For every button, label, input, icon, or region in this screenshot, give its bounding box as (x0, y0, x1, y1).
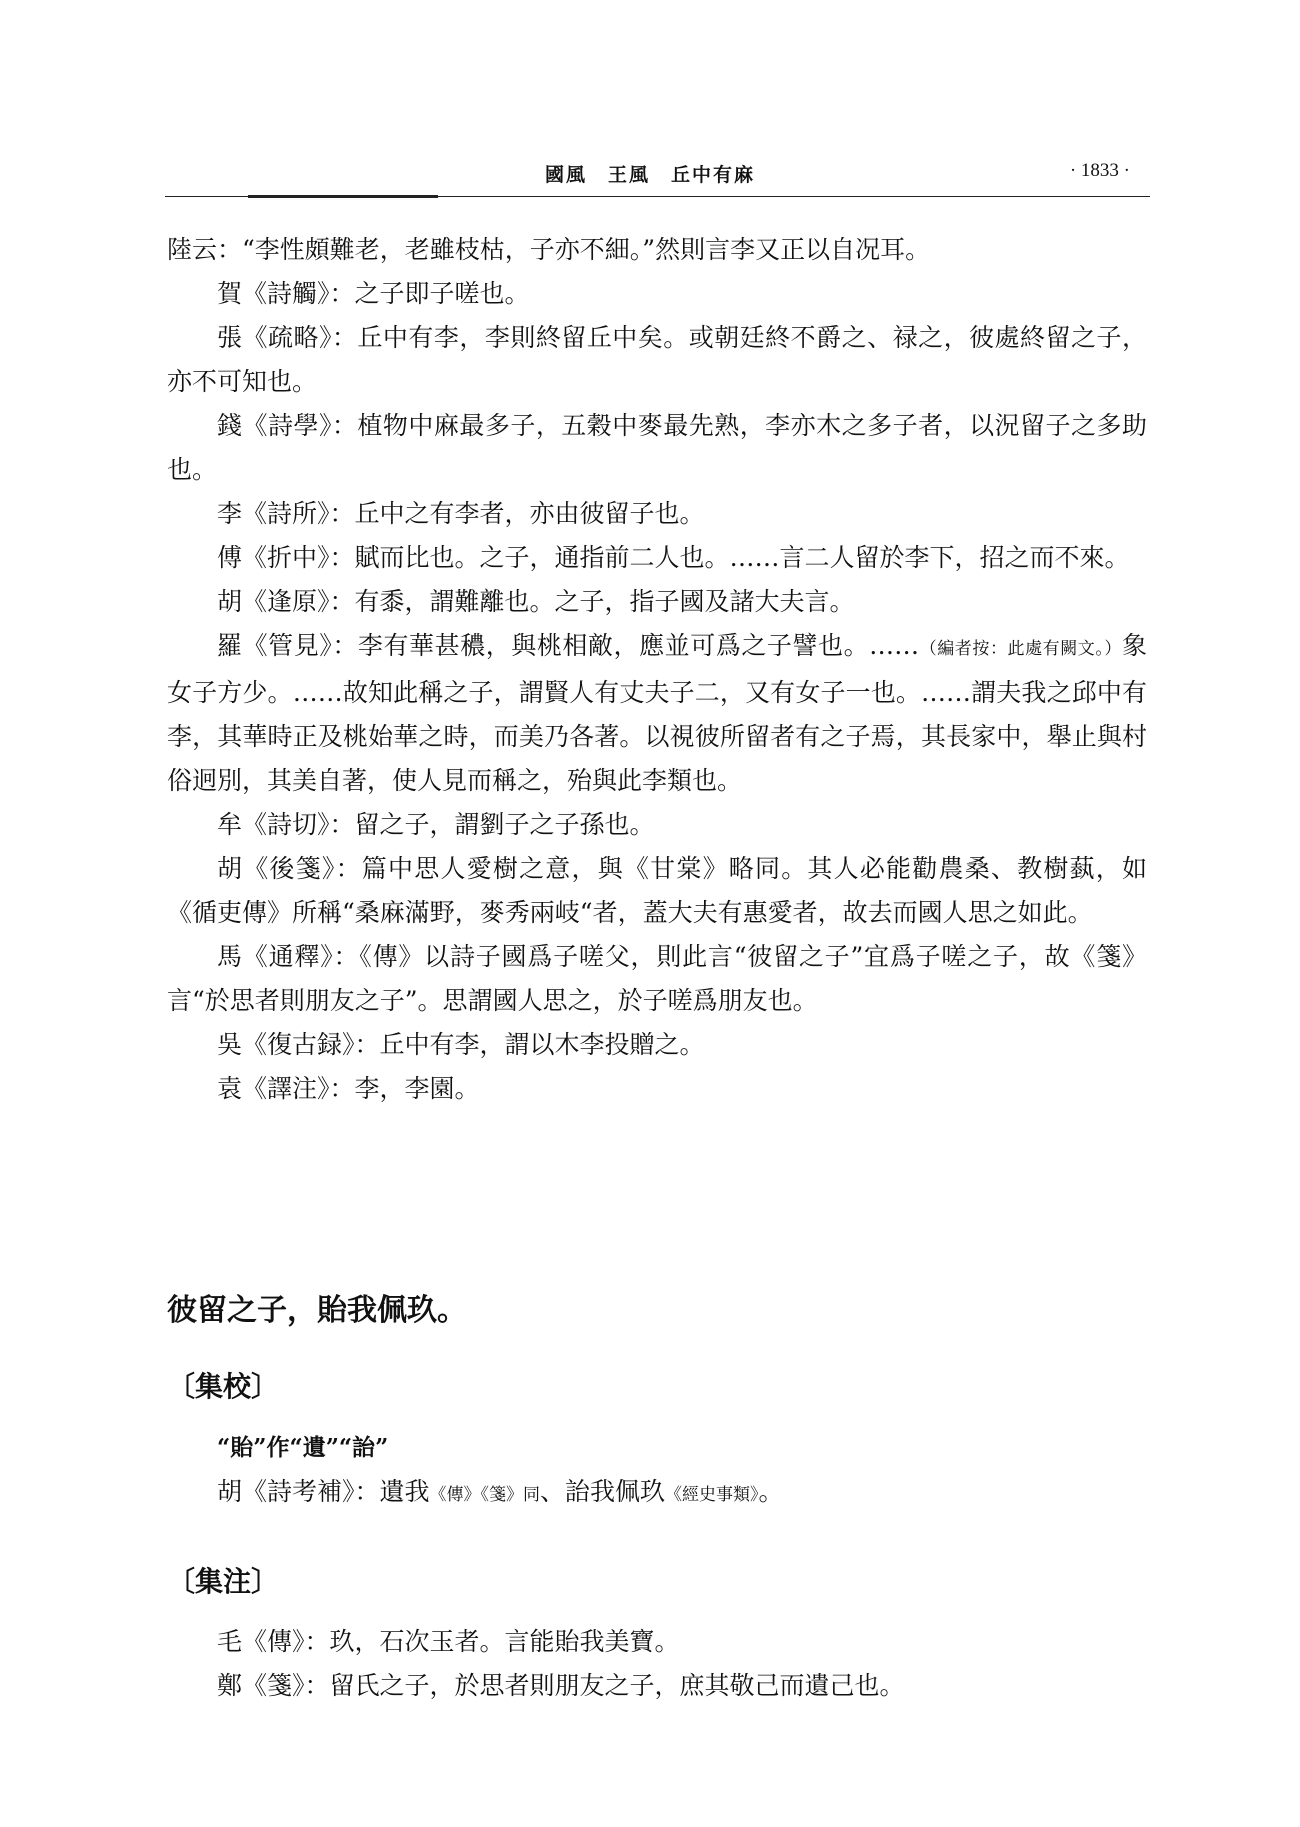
paragraph: 賀《詩觸》：之子即子嗟也。 (217, 279, 530, 308)
jizhu-block (167, 1620, 1147, 1708)
paragraph-luo (167, 624, 1147, 803)
paragraph: 牟《詩切》：留之子，謂劉子之子孫也。 (217, 810, 655, 839)
paragraph: 李《詩所》：丘中之有李者，亦由彼留子也。 (217, 499, 705, 528)
header-title: 國風 王風 丘中有麻 (545, 164, 756, 186)
jizhu-heading: 〔集注〕 (167, 1565, 280, 1598)
paragraph: 張《疏略》：丘中有李，李則終留丘中矣。或朝廷終不爵之、禄之，彼處終留之子，亦不可知也。 (167, 323, 1147, 396)
editor-note: （編者按：此處有闕文。） (919, 639, 1122, 659)
luo-before: 羅《管見》：李有華甚穠，與桃相敵，應並可爲之子譬也。…… (217, 631, 920, 660)
paragraph: 袁《譯注》：李，李園。 (217, 1074, 480, 1103)
jizhu-line: 鄭《箋》：留氏之子，於思者則朋友之子，庶其敬己而遺己也。 (217, 1671, 905, 1700)
jijiao-mid: 、詒我佩玖 (540, 1477, 666, 1506)
commentary-body (167, 228, 1147, 1111)
jijiao-main: 胡《詩考補》：遺我 (217, 1477, 430, 1506)
paragraph: 陸云：“李性頗難老，老雖枝枯，子亦不細。”然則言李又正以自况耳。 (167, 235, 931, 264)
header-rule-accent (248, 195, 438, 198)
jijiao-subhead: “貽”作“遺”“詒” (217, 1434, 389, 1461)
jijiao-end: 。 (758, 1477, 784, 1506)
verse-line-title: 彼留之子，貽我佩玖。 (167, 1293, 467, 1328)
jijiao-note-1: 《傳》《箋》同 (429, 1485, 541, 1505)
paragraph: 錢《詩學》：植物中麻最多子，五穀中麥最先熟，李亦木之多子者，以況留子之多助也。 (167, 411, 1147, 484)
paragraph: 吳《復古録》：丘中有李，謂以木李投贈之。 (217, 1030, 705, 1059)
paragraph: 胡《後箋》：篇中思人愛樹之意，與《甘棠》略同。其人必能勸農桑、教樹蓺，如《循吏傳》所稱“桑麻滿野，麥秀兩岐“者，蓋大夫有惠愛者，故去而國人思之如此。 (167, 854, 1147, 927)
jijiao-block (167, 1425, 1147, 1517)
jijiao-line (167, 1470, 1147, 1517)
paragraph: 馬《通釋》：《傳》以詩子國爲子嗟父，則此言“彼留之子”宜爲子嗟之子，故《箋》言“於思者則朋友之子”。思謂國人思之，於子嗟爲朋友也。 (167, 942, 1147, 1015)
jijiao-heading: 〔集校〕 (167, 1370, 280, 1403)
page-number: · 1833 · (1069, 160, 1130, 181)
luo-after: 象女子方少。……故知此稱之子，謂賢人有丈夫子二，又有女子一也。……謂夫我之邱中有李，其華時正及桃始華之時，而美乃各著。以視彼所留者有之子焉，其長家中，舉止與村俗迥別，其美自著，使人見而稱之，殆與此李類也。 (167, 631, 1147, 795)
paragraph: 傅《折中》：賦而比也。之子，通指前二人也。……言二人留於李下，招之而不來。 (217, 543, 1130, 572)
jizhu-line: 毛《傳》：玖，石次玉者。言能貽我美寶。 (217, 1627, 680, 1656)
paragraph: 胡《逢原》：有黍，謂難離也。之子，指子國及諸大夫言。 (217, 587, 855, 616)
jijiao-note-2: 《經史事類》 (665, 1485, 759, 1505)
running-header (165, 160, 1150, 196)
